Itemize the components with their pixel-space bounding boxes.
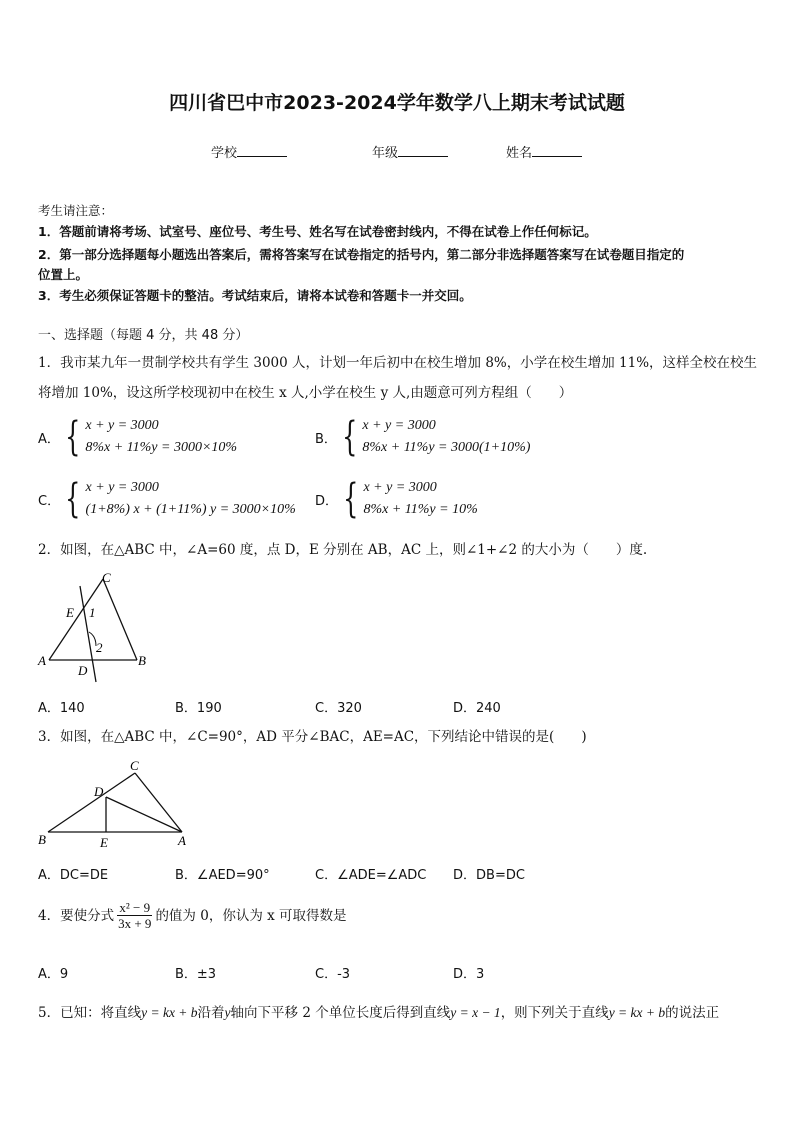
equation: 8%x + 11%y = 3000(1+10%): [362, 440, 531, 455]
name-blank: [532, 144, 582, 157]
label-a: A: [178, 833, 186, 848]
q2-option-c: C．320: [315, 701, 362, 716]
q5-part: ，则下列关于直线: [500, 1005, 609, 1021]
q2-triangle-figure: [34, 568, 164, 686]
q2-option-d: D．240: [453, 701, 501, 716]
q3-option-c: C．∠ADE=∠ADC: [315, 868, 427, 883]
q3-option-b: B．∠AED=90°: [175, 868, 270, 883]
q5-equation: y = kx + b: [141, 1005, 198, 1020]
q4-prefix: 4．要使分式: [38, 907, 115, 924]
equation: x + y = 3000: [85, 480, 159, 495]
q1-option-a: [38, 415, 237, 459]
school-label: 学校: [211, 146, 238, 161]
option-label: C．: [38, 493, 61, 509]
grade-label: 年级: [372, 146, 399, 161]
notice-item-1: 1．答题前请将考场、试室号、座位号、考生号、姓名写在试卷密封线内，不得在试卷上作任何标记。: [38, 224, 597, 239]
q1-option-b: [315, 415, 530, 459]
label-b: B: [138, 653, 146, 668]
notice-heading: 考生请注意：: [38, 203, 114, 218]
q1-line1: 1．我市某九年一贯制学校共有学生 3000 人，计划一年后初中在校生增加 8%，小学在校生增加 11%，这样全校在校生: [38, 355, 758, 371]
label-d: D: [78, 663, 88, 678]
angle-1-label: 1: [89, 605, 96, 620]
notice-item-2-cont: 位置上。: [38, 267, 89, 282]
school-blank: [237, 144, 287, 157]
q1-option-d: [315, 477, 478, 521]
section-heading: 一、选择题（每题 4 分，共 48 分）: [38, 328, 249, 343]
q4-option-d: D．3: [453, 967, 485, 982]
q5-part: 沿着: [197, 1005, 225, 1021]
brace-symbol: {: [64, 414, 81, 460]
label-c: C: [130, 758, 139, 773]
notice-item-2: 2．第一部分选择题每小题选出答案后，需将答案写在试卷指定的括号内，第二部分非选择题答案写在试卷题目指定的: [38, 247, 685, 262]
q2-text: 2．如图，在△ABC 中，∠A=60 度，点 D，E 分别在 AB，AC 上，则∠1+∠2 的大小为（ ）度.: [38, 542, 648, 558]
q5-equation: y = kx + b: [608, 1005, 666, 1020]
brace-symbol: {: [65, 476, 81, 522]
q4-option-a: A．9: [38, 967, 69, 982]
q1-line2: 将增加 10%，设这所学校现初中在校生 x 人,小学在校生 y 人,由题意可列方程组（ ）: [38, 385, 573, 401]
q5-part: 轴向下平移 2 个单位长度后得到直线: [230, 1005, 451, 1021]
q5-equation: y: [224, 1005, 231, 1020]
school-field: [211, 142, 287, 161]
q5-text: [38, 1004, 719, 1022]
q5-equation: y = x − 1: [450, 1005, 501, 1020]
label-e: E: [66, 605, 74, 620]
equation: 8%x + 11%y = 10%: [363, 502, 478, 517]
q4-suffix: 的值为 0，你认为 x 可取得数是: [155, 907, 347, 924]
q4-option-b: B．±3: [175, 967, 217, 982]
q3-triangle-figure: [34, 756, 194, 852]
label-c: C: [102, 570, 111, 585]
equation: (1+8%) x + (1+11%) y = 3000×10%: [85, 502, 296, 517]
grade-field: [372, 142, 448, 161]
q2-option-b: B．190: [175, 701, 222, 716]
fraction-numerator: x² − 9: [119, 900, 151, 915]
brace-symbol: {: [342, 414, 358, 460]
angle-2-label: 2: [96, 640, 103, 655]
name-label: 姓名: [506, 146, 533, 161]
q4-text: [38, 900, 347, 931]
q3-option-d: D．DB=DC: [453, 868, 525, 883]
q5-part: 5．已知：将直线: [38, 1005, 142, 1021]
option-label: D．: [315, 493, 339, 509]
page-title: 四川省巴中市2023-2024学年数学八上期末考试试题: [169, 92, 625, 114]
label-e: E: [100, 835, 108, 850]
grade-blank: [398, 144, 448, 157]
option-label: A．: [38, 431, 60, 447]
equation: x + y = 3000: [85, 418, 159, 433]
brace-symbol: {: [343, 476, 359, 522]
notice-item-3: 3．考生必须保证答题卡的整洁。考试结束后，请将本试卷和答题卡一并交回。: [38, 288, 472, 303]
label-d: D: [94, 784, 104, 799]
label-a: A: [38, 653, 46, 668]
label-b: B: [38, 832, 46, 847]
q4-option-c: C．-3: [315, 967, 351, 982]
name-field: [506, 142, 582, 161]
option-label: B．: [315, 431, 337, 447]
equation: 8%x + 11%y = 3000×10%: [85, 440, 238, 455]
q1-option-c: [38, 477, 296, 521]
q3-text: 3．如图，在△ABC 中，∠C=90°，AD 平分∠BAC，AE=AC，下列结论中错误的是( ): [38, 729, 587, 745]
q3-option-a: A．DC=DE: [38, 868, 109, 883]
fraction-denominator: 3x + 9: [118, 916, 152, 931]
q5-part: 的说法正: [665, 1005, 720, 1021]
q2-option-a: A．140: [38, 701, 85, 716]
equation: x + y = 3000: [362, 418, 436, 433]
equation: x + y = 3000: [363, 480, 437, 495]
q4-fraction: [116, 900, 153, 931]
